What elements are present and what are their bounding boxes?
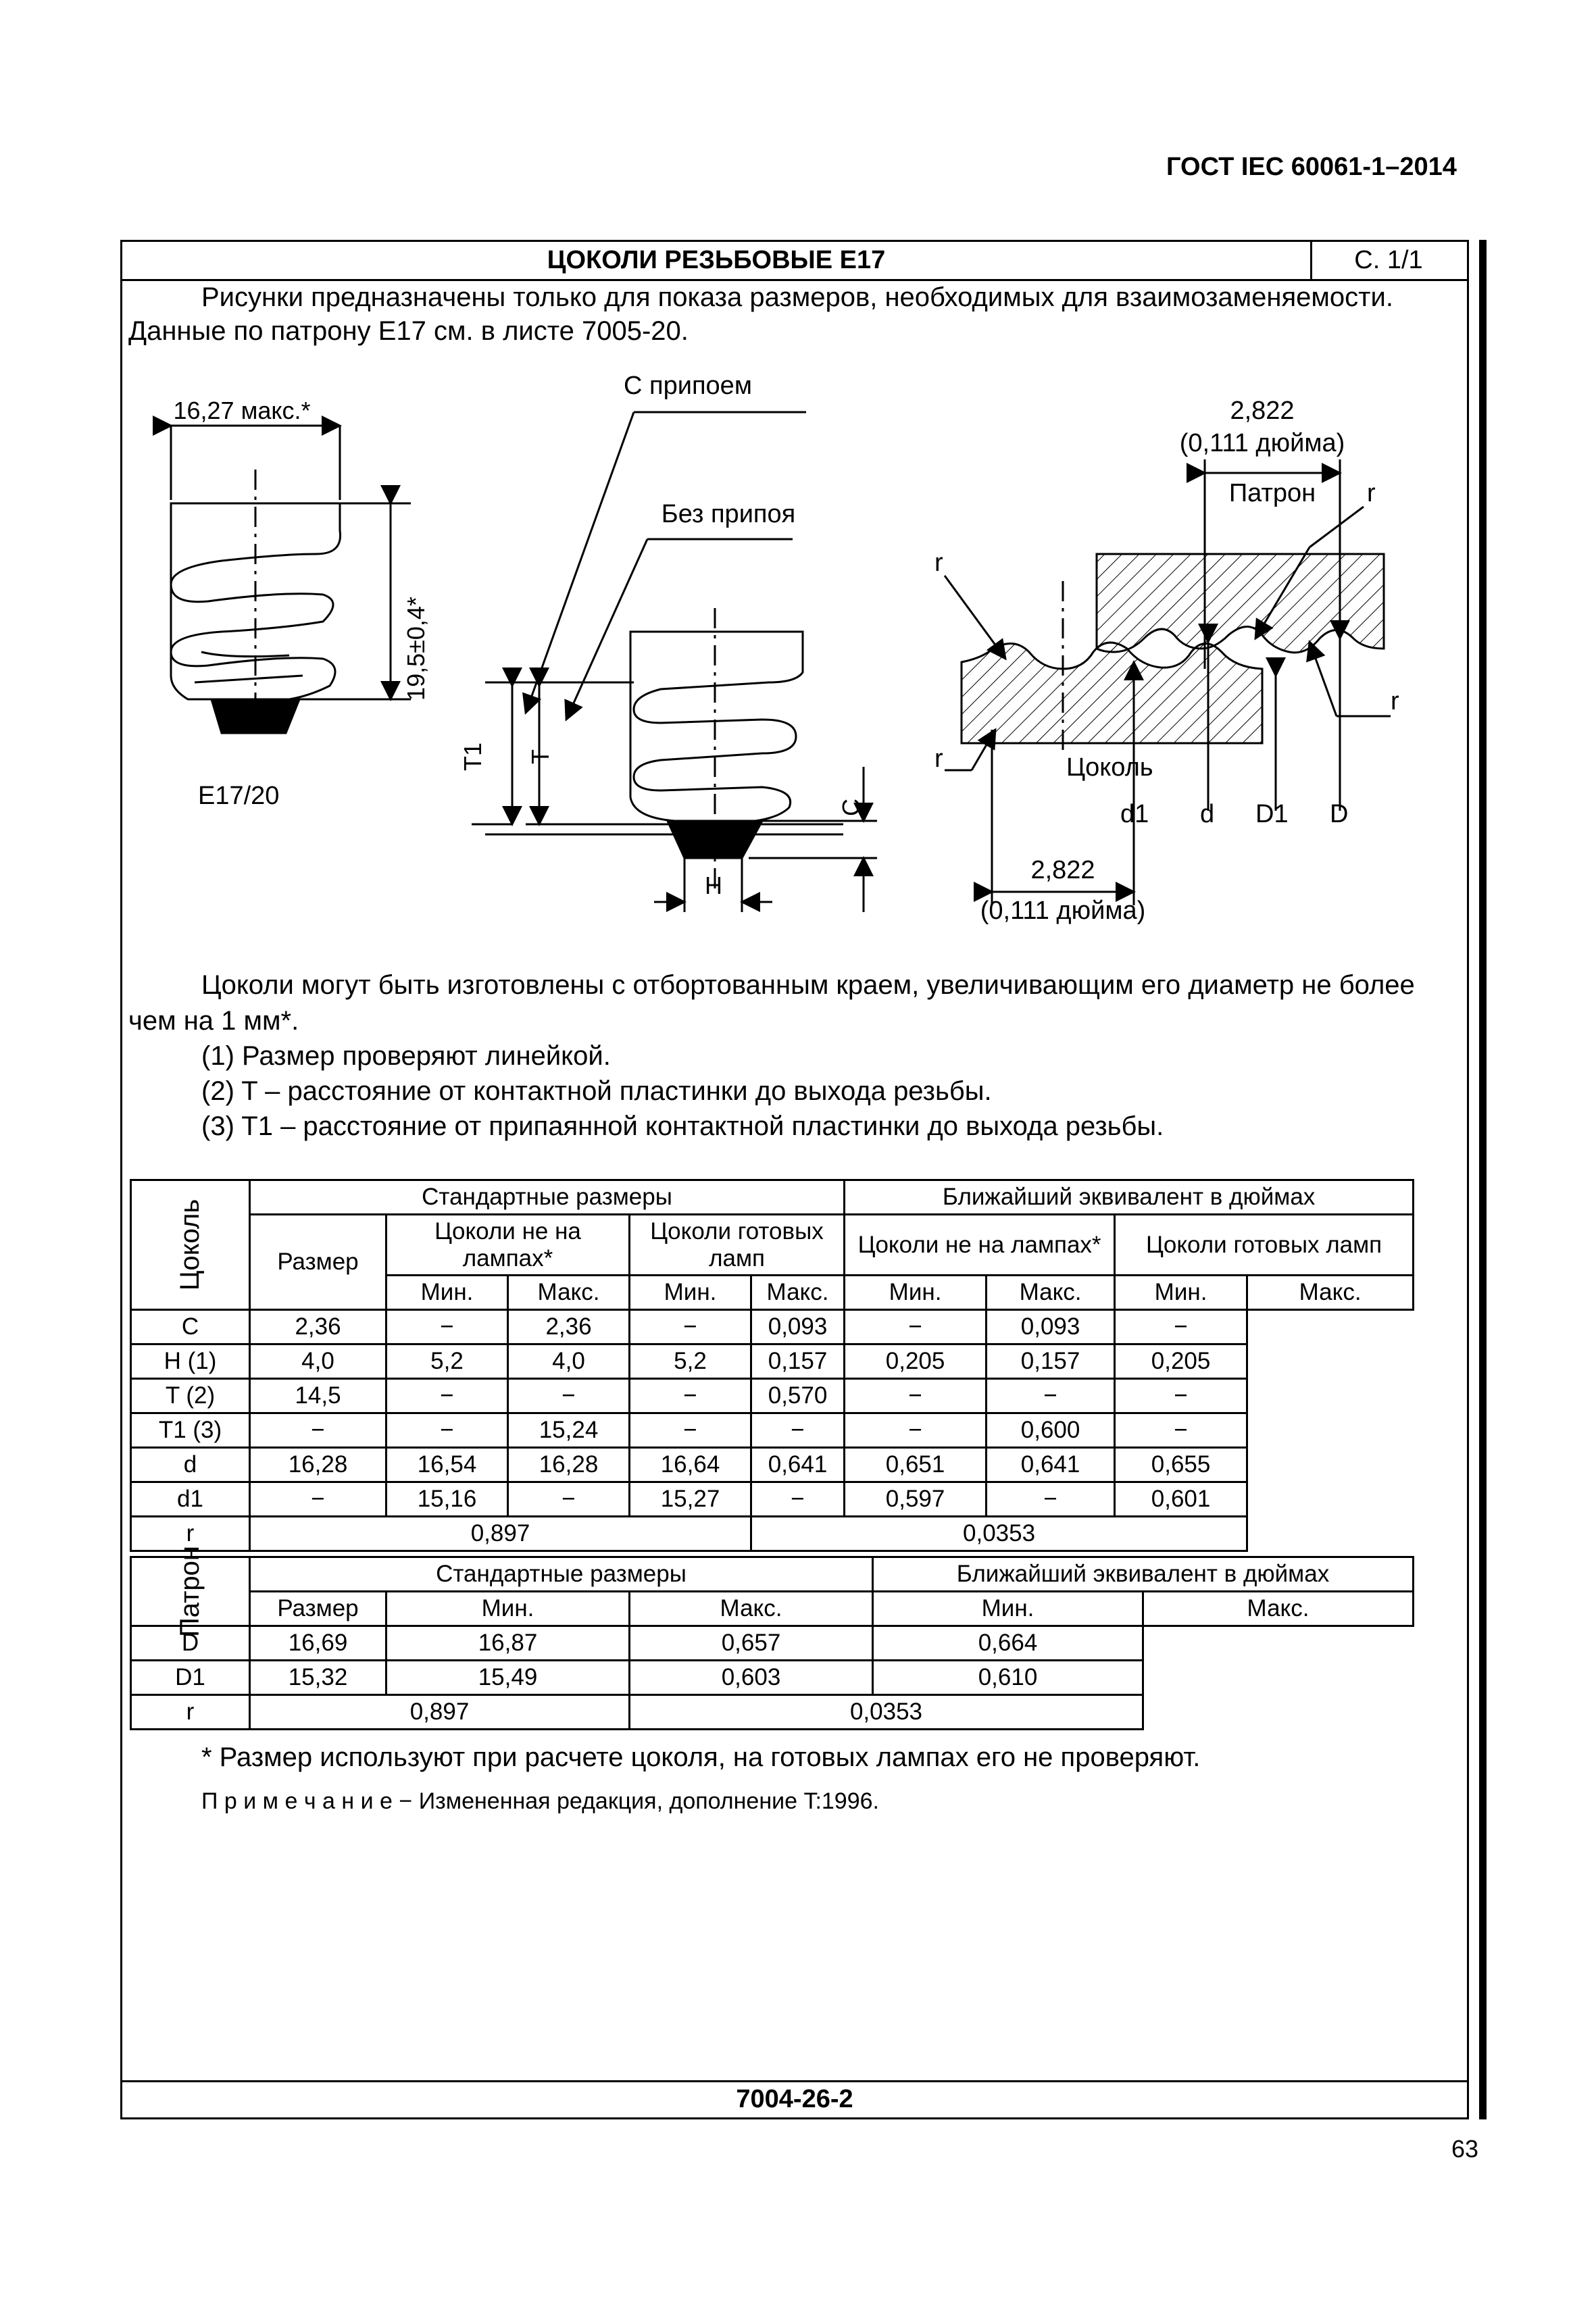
cap-cell: 15,27 [630,1482,751,1517]
cap-col-unmounted-in: Цоколи не на лампах* [845,1215,1115,1276]
note-0b: чем на 1 мм*. [128,1006,299,1036]
cap-r-label: r [131,1517,250,1551]
cap-cell: − [1115,1310,1247,1344]
t1-label: T1 [459,742,487,772]
holder-inch-header: Ближайший эквивалент в дюймах [873,1557,1414,1592]
holder-r-label: r [131,1695,250,1730]
cap-cell: 0,651 [845,1448,987,1482]
cap-cell: d [131,1448,250,1482]
cap-table: Цоколь Стандартные размеры Ближайший эквивалент в дюймах Размер Цоколи не на лампах* Цоколи готовых ламп Цоколи не на лампах* Цоколи готовых ламп Мин. Макс. Мин. Макс. Мин. Макс. Мин. Макс. C 2,36 − 2,36 − 0,093 − 0,093 − H (1) 4,0 5,2 4,0 5,2 0,157 0,205 0,157 0,205 T (2) 14,5 − − − 0,570 − − − T1 (3) − − 15,24 − − − 0,600 − d 16,28 16,54 16,28 16,64 0,641 0,651 0,641 0,655 d1 − 15,16 − 15,27 − 0,597 − 0,601 r 0,897 0,0353 [130,1179,1414,1552]
cap-r-inch: 0,0353 [751,1517,1247,1551]
cap-cell: 0,655 [1115,1448,1247,1482]
cap-cell: d1 [131,1482,250,1517]
holder-cell: D1 [131,1661,250,1695]
pitch-top-label: 2,822 [1230,397,1295,425]
t-label: T [526,749,554,764]
with-solder-label: С припоем [624,372,752,400]
pitch-bottom-inch-label: (0,111 дюйма) [980,897,1146,925]
c-label: C [837,799,865,816]
holder-cell: D [131,1626,250,1661]
cap-inch-header: Ближайший эквивалент в дюймах [845,1180,1414,1215]
holder-std-header: Стандартные размеры [250,1557,873,1592]
cap-cell: − [386,1379,508,1413]
holder-cell: 15,49 [386,1661,630,1695]
cap-cell: 5,2 [386,1344,508,1379]
holder-label: Патрон [1228,479,1316,507]
frame-bar [1479,240,1487,2119]
cap-r-std: 0,897 [250,1517,751,1551]
sheet-header [122,242,1467,281]
cap-cell: 0,600 [987,1413,1115,1448]
holder-row [131,1661,1414,1695]
r-label-right: r [1391,687,1399,715]
cap-cell: 4,0 [250,1344,386,1379]
cap-cell: 0,601 [1115,1482,1247,1517]
cap-cell: 16,54 [386,1448,508,1482]
cap-profile-label: Цоколь [1066,753,1153,782]
pitch-top-inch-label: (0,111 дюйма) [1179,429,1345,457]
cap-col-mounted-in: Цоколи готовых ламп [1115,1215,1414,1276]
cap-row [131,1413,1414,1448]
sheet-number: 7004-26-2 [122,2080,1467,2117]
sheet-title: ЦОКОЛИ РЕЗЬБОВЫЕ E17 [122,242,1312,279]
pitch-bottom-label: 2,822 [1030,856,1095,884]
D1-label: D1 [1255,800,1289,828]
cap-side-label: Цоколь [131,1180,250,1310]
cap-cell: 0,641 [751,1448,845,1482]
cap-cell: 0,205 [1115,1344,1247,1379]
r-label-left-bottom: r [934,745,943,773]
standard-header: ГОСТ IEC 60061-1–2014 [1166,153,1457,181]
remark [201,1784,879,1819]
cap-cell: − [630,1379,751,1413]
dim-width-label: 16,27 макс.* [173,397,311,424]
remark-label: П р и м е ч а н и е [201,1788,393,1814]
cap-name-label: E17/20 [198,782,280,810]
d-label: d [1200,800,1215,828]
footnote: * Размер используют при расчете цоколя, на готовых лампах его не проверяют. [201,1742,1201,1772]
cap-cell: − [508,1482,630,1517]
note-2: (2) T – расстояние от контактной пластинки до выхода резьбы. [201,1076,992,1106]
cap-std-header: Стандартные размеры [250,1180,845,1215]
cap-cell: 16,64 [630,1448,751,1482]
cap-drawing [120,351,1469,959]
cap-section-drawing [472,412,877,912]
cap-cell: − [987,1379,1115,1413]
cap-cell: H (1) [131,1344,250,1379]
holder-cell: 16,87 [386,1626,630,1661]
page-number: 63 [1451,2135,1479,2163]
holder-r-inch: 0,0353 [630,1695,1143,1730]
d1-label: d1 [1120,800,1149,828]
cap-cell: 0,093 [987,1310,1115,1344]
cap-row [131,1448,1414,1482]
cap-cell: 4,0 [508,1344,630,1379]
cap-row [131,1482,1414,1517]
cap-size-header: Размер [250,1215,386,1310]
holder-cell: 0,603 [630,1661,873,1695]
holder-row [131,1626,1414,1661]
cap-cell: − [751,1413,845,1448]
intro-line-2: Данные по патрону E17 см. в листе 7005-20. [128,316,689,346]
cap-cell: 0,570 [751,1379,845,1413]
holder-cell: 0,657 [630,1626,873,1661]
cap-cell: 0,157 [987,1344,1115,1379]
cap-cell: 2,36 [508,1310,630,1344]
intro-line-1: Рисунки предназначены только для показа размеров, необходимых для взаимозаменяемости. [201,282,1393,312]
dim-height-label: 19,5±0,4* [402,597,430,701]
D-label: D [1330,800,1349,828]
cap-cell: − [845,1379,987,1413]
note-1: (1) Размер проверяют линейкой. [201,1041,611,1071]
cap-cell: − [386,1413,508,1448]
cap-cell: − [1115,1379,1247,1413]
cap-cell: − [845,1310,987,1344]
holder-side-label: Патрон [131,1557,250,1626]
holder-table: Патрон Стандартные размеры Ближайший эквивалент в дюймах Размер Мин. Макс. Мин. Макс. D 16,69 16,87 0,657 0,664 D1 15,32 15,49 0,603 0,610 r 0,897 0,0353 [130,1556,1414,1730]
r-label-left-top: r [934,549,943,577]
cap-row [131,1379,1414,1413]
cap-cell: 0,093 [751,1310,845,1344]
remark-text: − Измененная редакция, дополнение T:1996. [392,1788,879,1814]
h-label: H [705,872,722,899]
cap-cell: C [131,1310,250,1344]
cap-cell: 14,5 [250,1379,386,1413]
cap-cell: − [751,1482,845,1517]
holder-cell: 0,664 [873,1626,1143,1661]
cap-cell: − [250,1413,386,1448]
cap-cell: − [250,1482,386,1517]
cap-cell: T (2) [131,1379,250,1413]
cap-cell: − [386,1310,508,1344]
cap-cell: − [508,1379,630,1413]
cap-cell: 16,28 [508,1448,630,1482]
cap-cell: − [630,1310,751,1344]
cap-cell: 15,16 [386,1482,508,1517]
cap-cell: 0,205 [845,1344,987,1379]
holder-cell: 16,69 [250,1626,386,1661]
without-solder-label: Без припоя [661,500,796,528]
cap-cell: 16,28 [250,1448,386,1482]
cap-cell: 15,24 [508,1413,630,1448]
cap-cell: − [987,1482,1115,1517]
cap-cell: 2,36 [250,1310,386,1344]
cap-cell: 0,157 [751,1344,845,1379]
cap-cell: T1 (3) [131,1413,250,1448]
sheet-page: С. 1/1 [1354,246,1423,274]
cap-col-unmounted: Цоколи не на лампах* [386,1215,630,1276]
cap-row [131,1344,1414,1379]
cap-cell: 0,597 [845,1482,987,1517]
note-3: (3) T1 – расстояние от припаянной контактной пластинки до выхода резьбы. [201,1111,1164,1141]
note-0a: Цоколи могут быть изготовлены с отбортованным краем, увеличивающим его диаметр не более [201,970,1415,1000]
holder-cell: 15,32 [250,1661,386,1695]
cap-cell: − [845,1413,987,1448]
r-label-top: r [1367,479,1376,507]
cap-e17-drawing [171,426,411,733]
cap-col-mounted: Цоколи готовых ламп [630,1215,845,1276]
cap-row [131,1310,1414,1344]
cap-cell: − [630,1413,751,1448]
holder-cell: 0,610 [873,1661,1143,1695]
thread-profile [945,459,1391,905]
cap-cell: − [1115,1413,1247,1448]
holder-r-std: 0,897 [250,1695,630,1730]
cap-cell: 5,2 [630,1344,751,1379]
cap-cell: 0,641 [987,1448,1115,1482]
